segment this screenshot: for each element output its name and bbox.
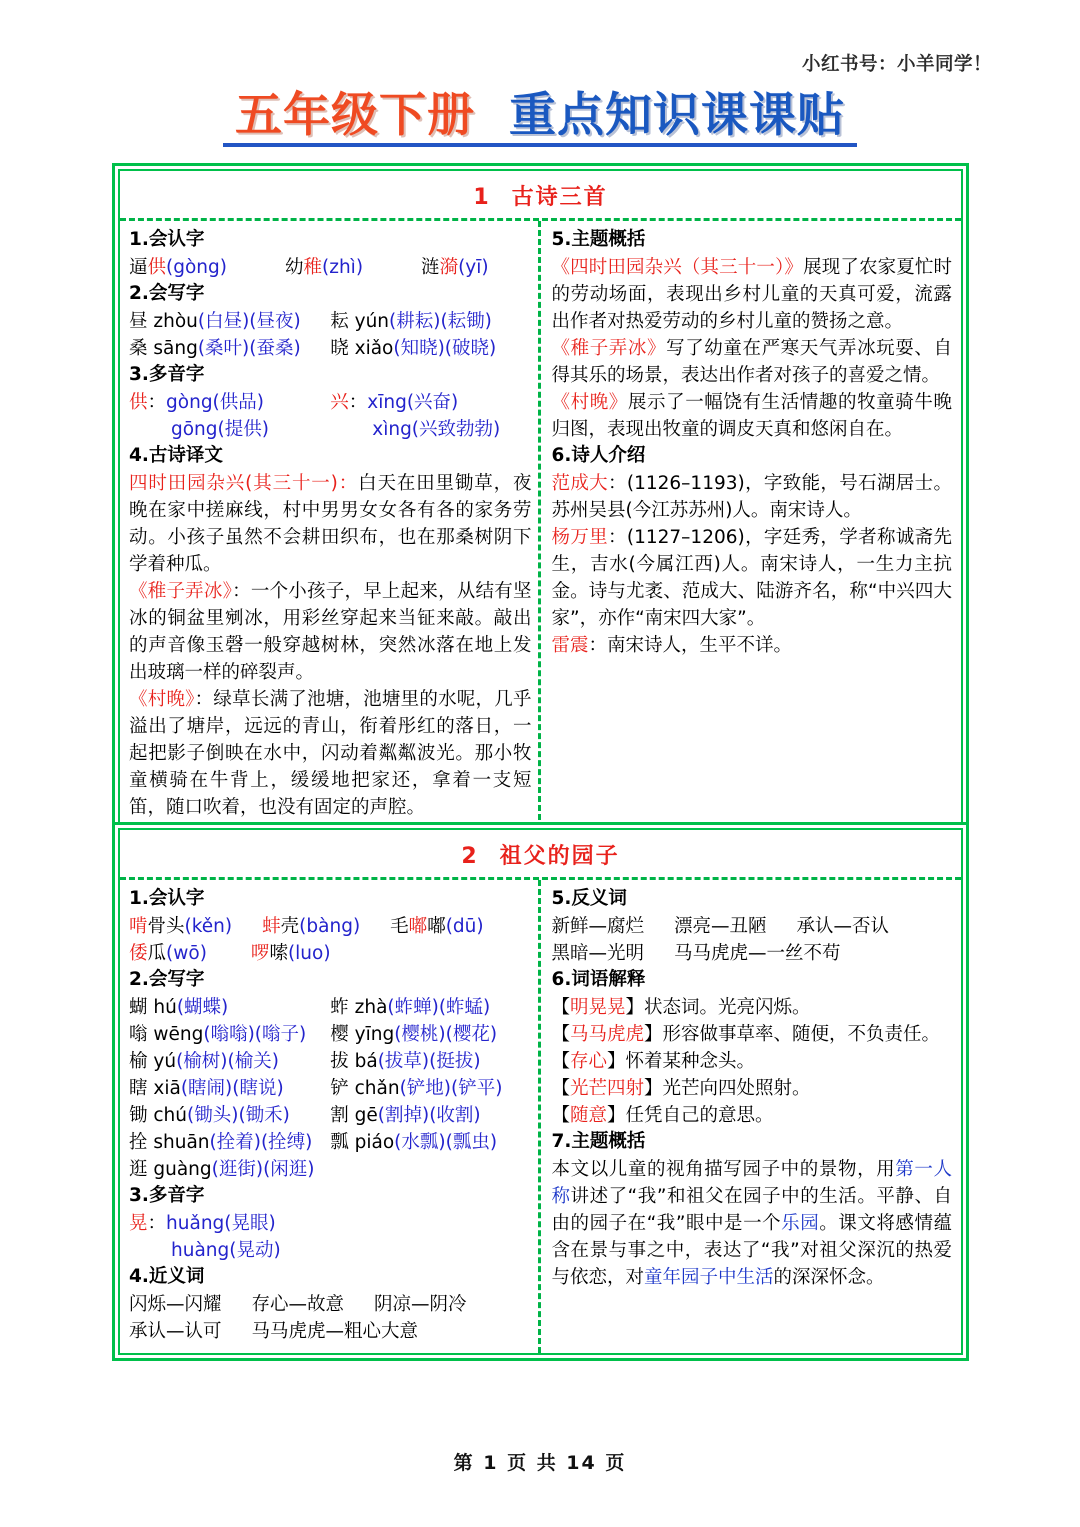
definition-word: 光芒四射	[570, 1077, 645, 1099]
page-title-underline	[223, 88, 857, 147]
lesson-2-columns	[120, 880, 961, 1353]
lesson-2-header	[120, 830, 961, 880]
write-char: 樱 yīng	[330, 1023, 395, 1045]
polyphone-reading: huàng(晃动)	[171, 1239, 281, 1261]
lesson-1-left-column	[120, 221, 541, 829]
theme-text: 。课文将感情蕴含在景与事之中，表达了“我”对祖父深沉的热爱与依恋，对	[551, 1212, 952, 1288]
bracket-close: 】	[644, 1077, 663, 1099]
word-prefix: 逼	[129, 256, 148, 278]
recognize-item	[421, 254, 489, 281]
theme-text: 讲述了“我”和祖父在园子中的生活。平静、自由的园子在“我”眼中是一个	[551, 1185, 952, 1234]
word-suffix: 瓜	[147, 942, 167, 964]
write-words: (逛街)(闲逛)	[211, 1158, 315, 1180]
write-words: (瞎闹)(瞎说)	[180, 1077, 284, 1099]
write-item	[129, 1048, 330, 1075]
write-char: 逛 guàng	[129, 1158, 212, 1180]
write-item	[330, 1048, 531, 1075]
polyphone-row-1	[129, 389, 532, 416]
poet-entry	[552, 470, 953, 524]
lesson-1-title: 古诗三首	[511, 185, 608, 210]
word-suffix: 壳	[280, 915, 300, 937]
write-chars-grid-2	[129, 994, 532, 1183]
lesson-2-title: 祖父的园子	[499, 844, 620, 869]
poet-sep: ：	[588, 634, 608, 656]
definition-text: 怀着某种念头。	[625, 1050, 756, 1072]
definition-entry	[552, 1048, 953, 1075]
write-char: 蝴 hú	[129, 996, 177, 1018]
page-title-subject: 重点知识课课贴	[509, 88, 845, 143]
lesson-2-number: 2	[461, 844, 478, 869]
write-char: 锄 chú	[129, 1104, 188, 1126]
theme-entry	[552, 389, 953, 443]
poem-translation: 一个小孩子，早上起来，从结有坚冰的铜盆里剜冰，用彩丝穿起来当钲来敲。敲出的声音像玉磬一般穿越树林，突然冰落在地上发出玻璃一样的碎裂声。	[129, 580, 532, 683]
antonym-pair: 马马虎虎—一丝不苟	[674, 942, 841, 964]
polyphone-item	[129, 416, 330, 443]
polyphone-item	[129, 389, 330, 416]
polyphone-reading: xìng(兴致勃勃)	[372, 418, 501, 440]
write-words: (割掉)(收割)	[377, 1104, 481, 1126]
section-heading-write-1: 2.会写字	[129, 282, 205, 304]
bracket-close: 】	[625, 996, 645, 1018]
bracket-open: 【	[551, 1050, 571, 1072]
word-target-char: 啰	[250, 942, 270, 964]
translation-entry	[129, 578, 532, 686]
poem-sep: ：	[232, 580, 251, 602]
poet-sep: ：	[608, 526, 627, 548]
poem-translation: 绿草长满了池塘，池塘里的水呢，几乎溢出了塘岸，远远的青山，衔着彤红的落日，一起把影子倒映在水中，闪动着粼粼波光。那小牧童横骑在牛背上，缓缓地把家还，拿着一支短笛，随口吹着，也没有固定的声腔。	[129, 688, 532, 818]
polyphone-colon: ：	[348, 391, 368, 413]
section-heading-theme-2: 7.主题概括	[551, 1130, 646, 1152]
write-words: (嗡嗡)(嗡子)	[203, 1023, 307, 1045]
section-heading-definitions-2: 6.词语解释	[551, 968, 646, 990]
bracket-open: 【	[551, 996, 571, 1018]
poem-title: 四时田园杂兴(其三十一)	[129, 472, 338, 494]
bracket-open: 【	[551, 1077, 571, 1099]
lesson-2-right-column	[541, 880, 962, 1353]
poet-sep: ：	[608, 472, 627, 494]
poet-entry	[552, 632, 953, 659]
definition-entry	[552, 1075, 953, 1102]
recognize-chars-row-1	[129, 254, 532, 281]
write-item	[129, 335, 330, 362]
bracket-close: 】	[644, 1023, 663, 1045]
write-words: (水瓢)(瓢虫)	[394, 1131, 498, 1153]
antonym-pair: 黑暗—光明	[551, 942, 645, 964]
lesson-1-number: 1	[473, 185, 490, 210]
lesson-1-header	[120, 171, 961, 221]
antonym-pair: 漂亮—丑陋	[674, 915, 767, 937]
write-char: 耘 yún	[330, 310, 390, 332]
poem-title: 《稚子弄冰》	[129, 580, 233, 602]
definition-word: 随意	[570, 1104, 608, 1126]
poet-name: 范成大	[551, 472, 609, 494]
write-words: (桑叶)(蚕桑)	[197, 337, 301, 359]
word-pinyin: (kěn)	[184, 915, 233, 937]
theme-summary-2	[552, 1156, 953, 1291]
write-item	[129, 994, 330, 1021]
antonym-row	[552, 940, 953, 967]
definition-text: 状态词。光亮闪烁。	[644, 996, 811, 1018]
write-words: (榆树)(榆关)	[176, 1050, 279, 1072]
theme-entry	[552, 254, 953, 335]
bracket-open: 【	[551, 1023, 571, 1045]
section-heading-write-2: 2.会写字	[129, 968, 205, 990]
word-pinyin: (gòng)	[166, 256, 227, 278]
polyphone-row-2	[129, 416, 532, 443]
antonym-pair: 承认—否认	[796, 915, 890, 937]
write-words: (樱桃)(樱花)	[394, 1023, 498, 1045]
theme-text: 的深深怀念。	[773, 1266, 885, 1288]
polyphone-char: 供	[129, 391, 148, 413]
poem-translation: 白天在田里锄草，夜晚在家中搓麻线，村中男男女女各有各的家务劳动。小孩子虽然不会耕田织布，也在那桑树阴下学着种瓜。	[129, 472, 532, 575]
write-item	[330, 308, 531, 335]
poem-sep: ：	[337, 472, 359, 494]
lesson-card-2	[112, 822, 969, 1361]
lesson-2-left-column	[120, 880, 541, 1353]
write-item	[330, 1102, 531, 1129]
section-heading-theme-1: 5.主题概括	[551, 229, 646, 250]
poet-name: 杨万里	[551, 526, 609, 548]
recognize-chars-row-2	[129, 940, 532, 967]
word-prefix: 毛	[390, 915, 409, 937]
section-heading-antonyms-2: 5.反义词	[551, 888, 627, 909]
word-target-char: 漪	[439, 256, 459, 278]
word-prefix: 涟	[421, 256, 440, 278]
word-suffix: 骨头	[147, 915, 185, 937]
recognize-item	[129, 913, 232, 940]
write-words: (白昼)(昼夜)	[197, 310, 301, 332]
section-heading-polyphone-1: 3.多音字	[129, 363, 205, 385]
poem-title: 《四时田园杂兴（其三十一）》	[551, 256, 804, 278]
page-title	[0, 88, 1080, 147]
antonym-row	[552, 913, 953, 940]
write-char: 拴 shuān	[129, 1131, 210, 1153]
theme-entry	[552, 335, 953, 389]
write-char: 嗡 wēng	[129, 1023, 204, 1045]
poet-name: 雷震	[551, 634, 589, 656]
polyphone-item	[129, 1237, 532, 1264]
definition-text: 光芒向四处照射。	[662, 1077, 811, 1099]
write-words: (知晓)(破晓)	[393, 337, 497, 359]
write-words: (蝴蝶)	[176, 996, 229, 1018]
write-char: 晓 xiǎo	[330, 337, 394, 359]
translation-entry	[129, 686, 532, 821]
polyphone-item	[330, 389, 531, 416]
definition-text: 形容做事草率、随便，不负责任。	[662, 1023, 941, 1045]
write-item	[129, 308, 330, 335]
polyphone-item	[129, 1210, 532, 1237]
poet-entry	[552, 524, 953, 632]
word-target-char: 啃	[129, 915, 148, 937]
theme-text: 写了幼童在严寒天气弄冰玩耍、自得其乐的场景，表达出作者对孩子的喜爱之情。	[551, 337, 952, 386]
write-item	[330, 1021, 531, 1048]
definition-word: 存心	[570, 1050, 608, 1072]
lesson-card-1	[112, 163, 969, 837]
section-heading-poets-1: 6.诗人介绍	[551, 444, 646, 466]
polyphone-reading: gòng(供品)	[166, 391, 264, 413]
poem-title: 《稚子弄冰》	[551, 337, 667, 359]
synonym-row	[129, 1318, 532, 1345]
write-words: (耕耘)(耘锄)	[389, 310, 492, 332]
write-item	[129, 1075, 330, 1102]
page-title-grade: 五年级下册	[235, 88, 475, 143]
section-heading-polyphone-2: 3.多音字	[129, 1184, 205, 1206]
poem-title: 《村晚》	[129, 688, 195, 710]
synonym-pair: 马马虎虎—粗心大意	[251, 1320, 419, 1342]
write-item	[129, 1021, 330, 1048]
polyphone-reading: huǎng(晃眼)	[166, 1212, 276, 1234]
write-item	[330, 335, 531, 362]
word-pinyin: (wō)	[166, 942, 207, 964]
write-words: (锄头)(锄禾)	[187, 1104, 290, 1126]
poet-bio: (1126–1193)，字致能，号石湖居士。苏州吴县(今江苏苏州)人。南宋诗人。	[551, 472, 952, 521]
word-target-char: 蚌	[262, 915, 281, 937]
lesson-1-right-column	[541, 221, 962, 829]
write-item	[129, 1129, 330, 1156]
lesson-1-columns	[120, 221, 961, 829]
section-heading-synonyms-2: 4.近义词	[129, 1265, 205, 1287]
recognize-item	[262, 913, 360, 940]
poet-bio: 南宋诗人，生平不详。	[607, 634, 793, 656]
write-item	[330, 1129, 531, 1156]
write-char: 瞎 xiā	[129, 1077, 181, 1099]
polyphone-reading: xīng(兴奋)	[367, 391, 459, 413]
word-pinyin: (dū)	[445, 915, 484, 937]
write-char: 桑 sāng	[129, 337, 198, 359]
recognize-item	[390, 913, 483, 940]
word-suffix: 嘟	[427, 915, 446, 937]
polyphone-colon: ：	[147, 1212, 167, 1234]
write-char: 昼 zhòu	[129, 310, 198, 332]
poem-title: 《村晚》	[551, 391, 628, 413]
write-item	[129, 1156, 330, 1183]
synonym-pair: 阴凉—阴冷	[374, 1293, 467, 1315]
lesson-card-1-inner	[118, 169, 963, 831]
polyphone-char: 晃	[129, 1212, 148, 1234]
bracket-open: 【	[551, 1104, 571, 1126]
poet-bio: (1127–1206)，字廷秀，学者称诚斋先生，吉水(今属江西)人。南宋诗人，一生力主抗金。诗与尤袤、范成大、陆游齐名，称“中兴四大家”，亦作“南宋四大家”。	[551, 526, 952, 629]
translation-entry	[129, 470, 532, 578]
write-words: (铲地)(铲平)	[399, 1077, 503, 1099]
write-chars-grid-1	[129, 308, 532, 362]
word-pinyin: (yī)	[458, 256, 489, 278]
section-heading-recognize-1: 1.会认字	[129, 229, 205, 250]
word-pinyin: (zhì)	[322, 256, 364, 278]
write-char: 割 gē	[330, 1104, 378, 1126]
theme-text: 本文以儿童的视角描写园子中的景物，用	[551, 1158, 896, 1180]
recognize-item	[285, 254, 363, 281]
recognize-item	[129, 940, 207, 967]
polyphone-char: 兴	[330, 391, 349, 413]
definition-entry	[552, 994, 953, 1021]
write-words: (蚱蝉)(蚱蜢)	[387, 996, 491, 1018]
write-item	[330, 1075, 531, 1102]
recognize-item	[251, 940, 331, 967]
word-target-char: 倭	[129, 942, 148, 964]
polyphone-colon: ：	[147, 391, 167, 413]
theme-text: 展示了一幅饶有生活情趣的牧童骑牛晚归图，表现出牧童的调皮天真和悠闲自在。	[551, 391, 952, 440]
definition-text: 任凭自己的意思。	[625, 1104, 774, 1126]
page-footer: 第 1 页 共 14 页	[453, 1452, 627, 1474]
definition-word: 马马虎虎	[570, 1023, 645, 1045]
write-words: (拴着)(拴缚)	[209, 1131, 313, 1153]
write-char: 拔 bá	[330, 1050, 378, 1072]
poem-sep: ：	[194, 688, 214, 710]
write-words: (拔草)(挺拔)	[377, 1050, 481, 1072]
write-char: 榆 yú	[129, 1050, 177, 1072]
recognize-chars-row-1	[129, 913, 532, 940]
section-heading-recognize-2: 1.会认字	[129, 888, 205, 909]
synonym-pair: 闪烁—闪耀	[129, 1293, 222, 1315]
definition-entry	[552, 1102, 953, 1129]
theme-highlight: 第一人称	[551, 1158, 952, 1207]
synonym-row	[129, 1291, 532, 1318]
theme-highlight: 童年园子中生活	[644, 1266, 774, 1288]
section-heading-translation-1: 4.古诗译文	[129, 444, 223, 466]
recognize-item	[129, 254, 227, 281]
bracket-close: 】	[607, 1050, 626, 1072]
definition-entry	[552, 1021, 953, 1048]
word-suffix: 嗦	[269, 942, 288, 964]
lesson-card-2-inner	[118, 828, 963, 1355]
word-prefix: 幼	[285, 256, 304, 278]
synonym-pair: 承认—认可	[129, 1320, 222, 1342]
write-item	[330, 994, 531, 1021]
write-char: 铲 chǎn	[330, 1077, 400, 1099]
write-char: 瓢 piáo	[330, 1131, 395, 1153]
watermark-handle: 小红书号：小羊同学！	[801, 54, 992, 75]
theme-highlight: 乐园	[781, 1212, 820, 1234]
word-target-char: 嘟	[408, 915, 428, 937]
word-target-char: 稚	[303, 256, 323, 278]
theme-text: 展现了农家夏忙时的劳动场面，表现出乡村儿童的天真可爱，流露出作者对热爱劳动的乡村儿童的赞扬之意。	[551, 256, 952, 332]
antonym-pair: 新鲜—腐烂	[551, 915, 645, 937]
synonym-pair: 存心—故意	[251, 1293, 345, 1315]
word-target-char: 供	[147, 256, 167, 278]
polyphone-item	[330, 416, 531, 443]
write-char: 蚱 zhà	[330, 996, 388, 1018]
word-pinyin: (bàng)	[299, 915, 361, 937]
write-item	[129, 1102, 330, 1129]
bracket-close: 】	[607, 1104, 626, 1126]
word-pinyin: (luo)	[287, 942, 331, 964]
polyphone-reading: gōng(提供)	[171, 418, 269, 440]
definition-word: 明晃晃	[570, 996, 626, 1018]
